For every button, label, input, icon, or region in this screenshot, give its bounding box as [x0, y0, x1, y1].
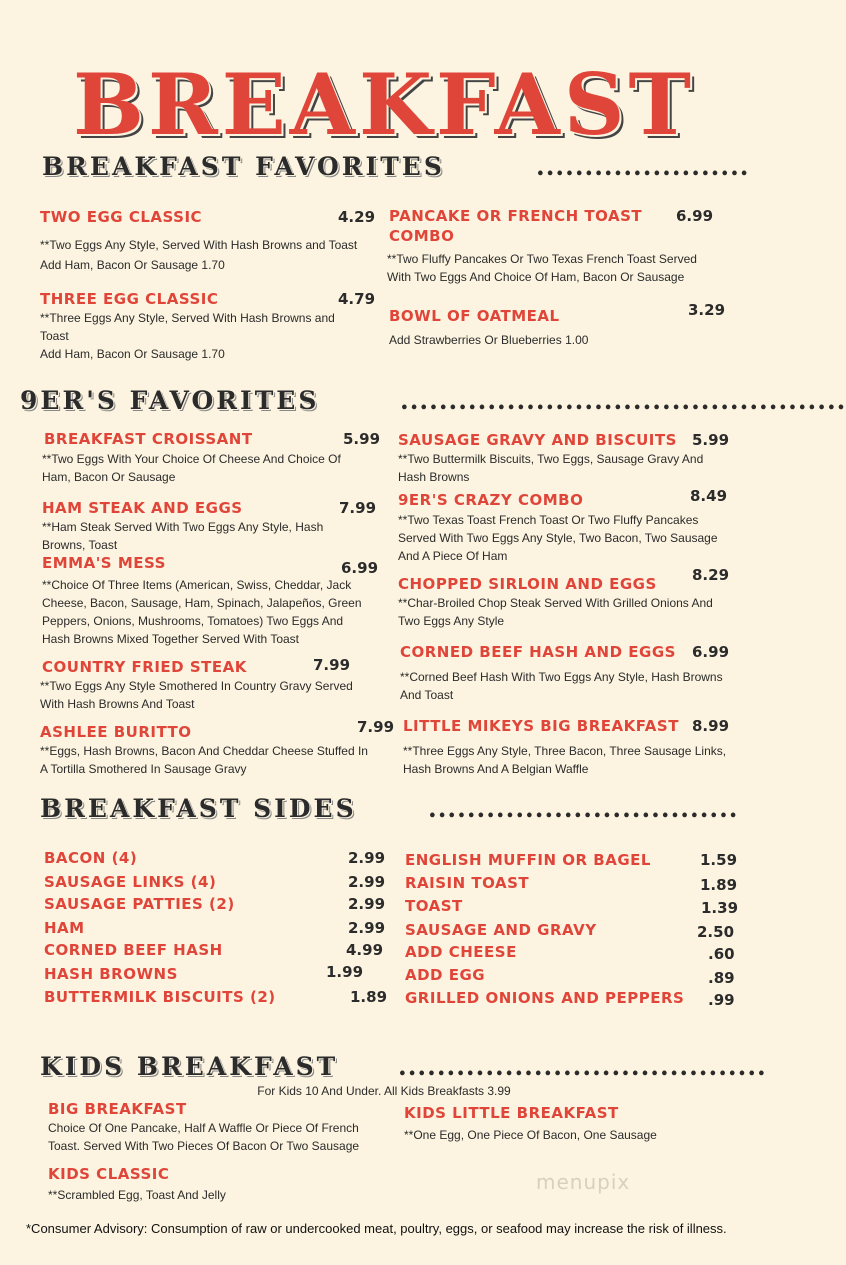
- menu-item-name: CHOPPED SIRLOIN AND EGGS: [398, 575, 657, 593]
- side-item-price: 4.99: [346, 941, 384, 959]
- side-item-name: TOAST: [405, 897, 463, 915]
- menu-item-name: BOWL OF OATMEAL: [389, 307, 560, 325]
- menu-item-description: **Two Eggs Any Style, Served With Hash Browns and Toast: [40, 238, 358, 252]
- menu-item-name: ASHLEE BURITTO: [40, 723, 192, 741]
- menu-item-description: **Two Buttermilk Biscuits, Two Eggs, Sausage Gravy And Hash Browns: [398, 452, 704, 484]
- menu-item-name: EMMA'S MESS: [42, 554, 166, 572]
- menu-item-name: BIG BREAKFAST: [48, 1100, 187, 1118]
- menu-item-name: KIDS CLASSIC: [48, 1165, 170, 1183]
- watermark: menupix: [536, 1170, 631, 1194]
- side-item-name: SAUSAGE LINKS (4): [44, 873, 217, 891]
- section-title-9ers-favorites: 9ER'S FAVORITES: [20, 386, 320, 415]
- menu-item-description: **Three Eggs Any Style, Served With Hash Browns and Toast: [40, 311, 335, 343]
- menu-item-addon: Add Ham, Bacon Or Sausage 1.70: [40, 258, 225, 272]
- page-title: BREAKFAST: [72, 55, 696, 154]
- menu-item-name: COUNTRY FRIED STEAK: [42, 658, 247, 676]
- menu-item-description: **Eggs, Hash Browns, Bacon And Cheddar Cheese Stuffed In A Tortilla Smothered In Sausage Gravy: [40, 744, 368, 776]
- menu-item-name: SAUSAGE GRAVY AND BISCUITS: [398, 431, 677, 449]
- side-item-price: 1.39: [701, 899, 739, 917]
- menu-item-price: 4.79: [338, 290, 376, 308]
- side-item-name: ENGLISH MUFFIN OR BAGEL: [405, 851, 651, 869]
- menu-item-price: 6.99: [676, 207, 714, 225]
- side-item-price: 1.59: [700, 851, 738, 869]
- consumer-advisory: *Consumer Advisory: Consumption of raw or undercooked meat, poultry, eggs, or seafood may increase the risk of illness.: [26, 1221, 727, 1236]
- menu-item-name: KIDS LITTLE BREAKFAST: [404, 1104, 619, 1122]
- section-title-breakfast-sides: BREAKFAST SIDES: [40, 794, 357, 823]
- menu-item-description: **Two Fluffy Pancakes Or Two Texas French Toast Served With Two Eggs And Choice Of Ham, Bacon Or Sausage: [387, 252, 697, 284]
- menu-item-name: TWO EGG CLASSIC: [40, 208, 203, 226]
- side-item-name: HAM: [44, 919, 85, 937]
- menu-item-description: **Two Eggs Any Style Smothered In Country Gravy Served With Hash Browns And Toast: [40, 679, 353, 711]
- section-title-favorites: BREAKFAST FAVORITES: [42, 152, 445, 181]
- menu-item-price: 8.99: [692, 717, 730, 735]
- menu-item-name: PANCAKE OR FRENCH TOAST COMBO: [389, 207, 643, 245]
- menu-item-name: THREE EGG CLASSIC: [40, 290, 219, 308]
- side-item-name: RAISIN TOAST: [405, 874, 530, 892]
- side-item-price: 2.99: [348, 919, 386, 937]
- menu-item-price: 8.49: [690, 487, 728, 505]
- side-item-price: .60: [708, 945, 735, 963]
- side-item-price: 2.99: [348, 849, 386, 867]
- side-item-price: 1.89: [350, 988, 388, 1006]
- side-item-price: 1.89: [700, 876, 738, 894]
- menu-item-addon: Add Ham, Bacon Or Sausage 1.70: [40, 347, 225, 361]
- menu-item-name: 9ER'S CRAZY COMBO: [398, 491, 584, 509]
- menu-item-price: 6.99: [692, 643, 730, 661]
- menu-item-price: 8.29: [692, 566, 730, 584]
- menu-item-description: **Corned Beef Hash With Two Eggs Any Style, Hash Browns And Toast: [400, 670, 723, 702]
- menu-item-name: HAM STEAK AND EGGS: [42, 499, 243, 517]
- menu-item-name: LITTLE MIKEYS BIG BREAKFAST: [403, 717, 679, 735]
- side-item-name: HASH BROWNS: [44, 965, 178, 983]
- side-item-name: ADD CHEESE: [405, 943, 517, 961]
- menu-item-description: **Two Texas Toast French Toast Or Two Fluffy Pancakes Served With Two Eggs Any Style, Two Bacon, Two Sausage And A Piece Of Ham: [398, 513, 718, 563]
- side-item-price: 2.99: [348, 873, 386, 891]
- side-item-name: ADD EGG: [405, 966, 486, 984]
- menu-item-description: **Choice Of Three Items (American, Swiss, Cheddar, Jack Cheese, Bacon, Sausage, Ham, Spinach, Jalapeños, Green Peppers, Onions, Mushrooms, Tomatoes) Two Eggs And Hash Browns Mixed Together Served With Toast: [42, 578, 362, 646]
- menu-item-price: 7.99: [339, 499, 377, 517]
- section-dots: ......................................: [398, 1052, 767, 1081]
- menu-item-description: **Char-Broiled Chop Steak Served With Grilled Onions And Two Eggs Any Style: [398, 596, 713, 628]
- menu-item-name: CORNED BEEF HASH AND EGGS: [400, 643, 676, 661]
- menu-item-description: Choice Of One Pancake, Half A Waffle Or Piece Of French Toast. Served With Two Pieces Of Bacon Or Two Sausage: [48, 1121, 360, 1153]
- section-title-kids-breakfast: KIDS BREAKFAST: [40, 1052, 339, 1081]
- menu-item-price: 3.29: [688, 301, 726, 319]
- menu-item-price: 6.99: [341, 559, 379, 577]
- menu-item-price: 4.29: [338, 208, 376, 226]
- menu-item-description: **Ham Steak Served With Two Eggs Any Style, Hash Browns, Toast: [42, 520, 324, 552]
- side-item-price: 2.99: [348, 895, 386, 913]
- side-item-name: SAUSAGE AND GRAVY: [405, 921, 597, 939]
- side-item-name: BUTTERMILK BISCUITS (2): [44, 988, 276, 1006]
- menu-item-description: **Three Eggs Any Style, Three Bacon, Three Sausage Links, Hash Browns And A Belgian Waffle: [403, 744, 727, 776]
- section-dots: ..............................................: [400, 386, 846, 415]
- kids-note: For Kids 10 And Under. All Kids Breakfasts 3.99: [257, 1084, 511, 1098]
- menu-item-price: 7.99: [313, 656, 351, 674]
- side-item-name: SAUSAGE PATTIES (2): [44, 895, 235, 913]
- menu-item-price: 5.99: [343, 430, 381, 448]
- section-dots: ................................: [428, 794, 739, 823]
- menu-item-price: 5.99: [692, 431, 730, 449]
- side-item-price: .99: [708, 991, 735, 1009]
- menu-item-name: BREAKFAST CROISSANT: [44, 430, 253, 448]
- menu-item-price: 7.99: [357, 718, 395, 736]
- side-item-price: .89: [708, 969, 735, 987]
- side-item-name: BACON (4): [44, 849, 138, 867]
- menu-item-description: **Scrambled Egg, Toast And Jelly: [48, 1188, 226, 1202]
- section-dots: ......................: [536, 152, 750, 181]
- side-item-price: 2.50: [697, 923, 735, 941]
- menu-item-description: **One Egg, One Piece Of Bacon, One Sausage: [404, 1128, 657, 1142]
- menu-item-description: Add Strawberries Or Blueberries 1.00: [389, 333, 589, 347]
- side-item-name: GRILLED ONIONS AND PEPPERS: [405, 989, 685, 1007]
- menu-item-description: **Two Eggs With Your Choice Of Cheese And Choice Of Ham, Bacon Or Sausage: [42, 452, 341, 484]
- side-item-name: CORNED BEEF HASH: [44, 941, 223, 959]
- side-item-price: 1.99: [326, 963, 364, 981]
